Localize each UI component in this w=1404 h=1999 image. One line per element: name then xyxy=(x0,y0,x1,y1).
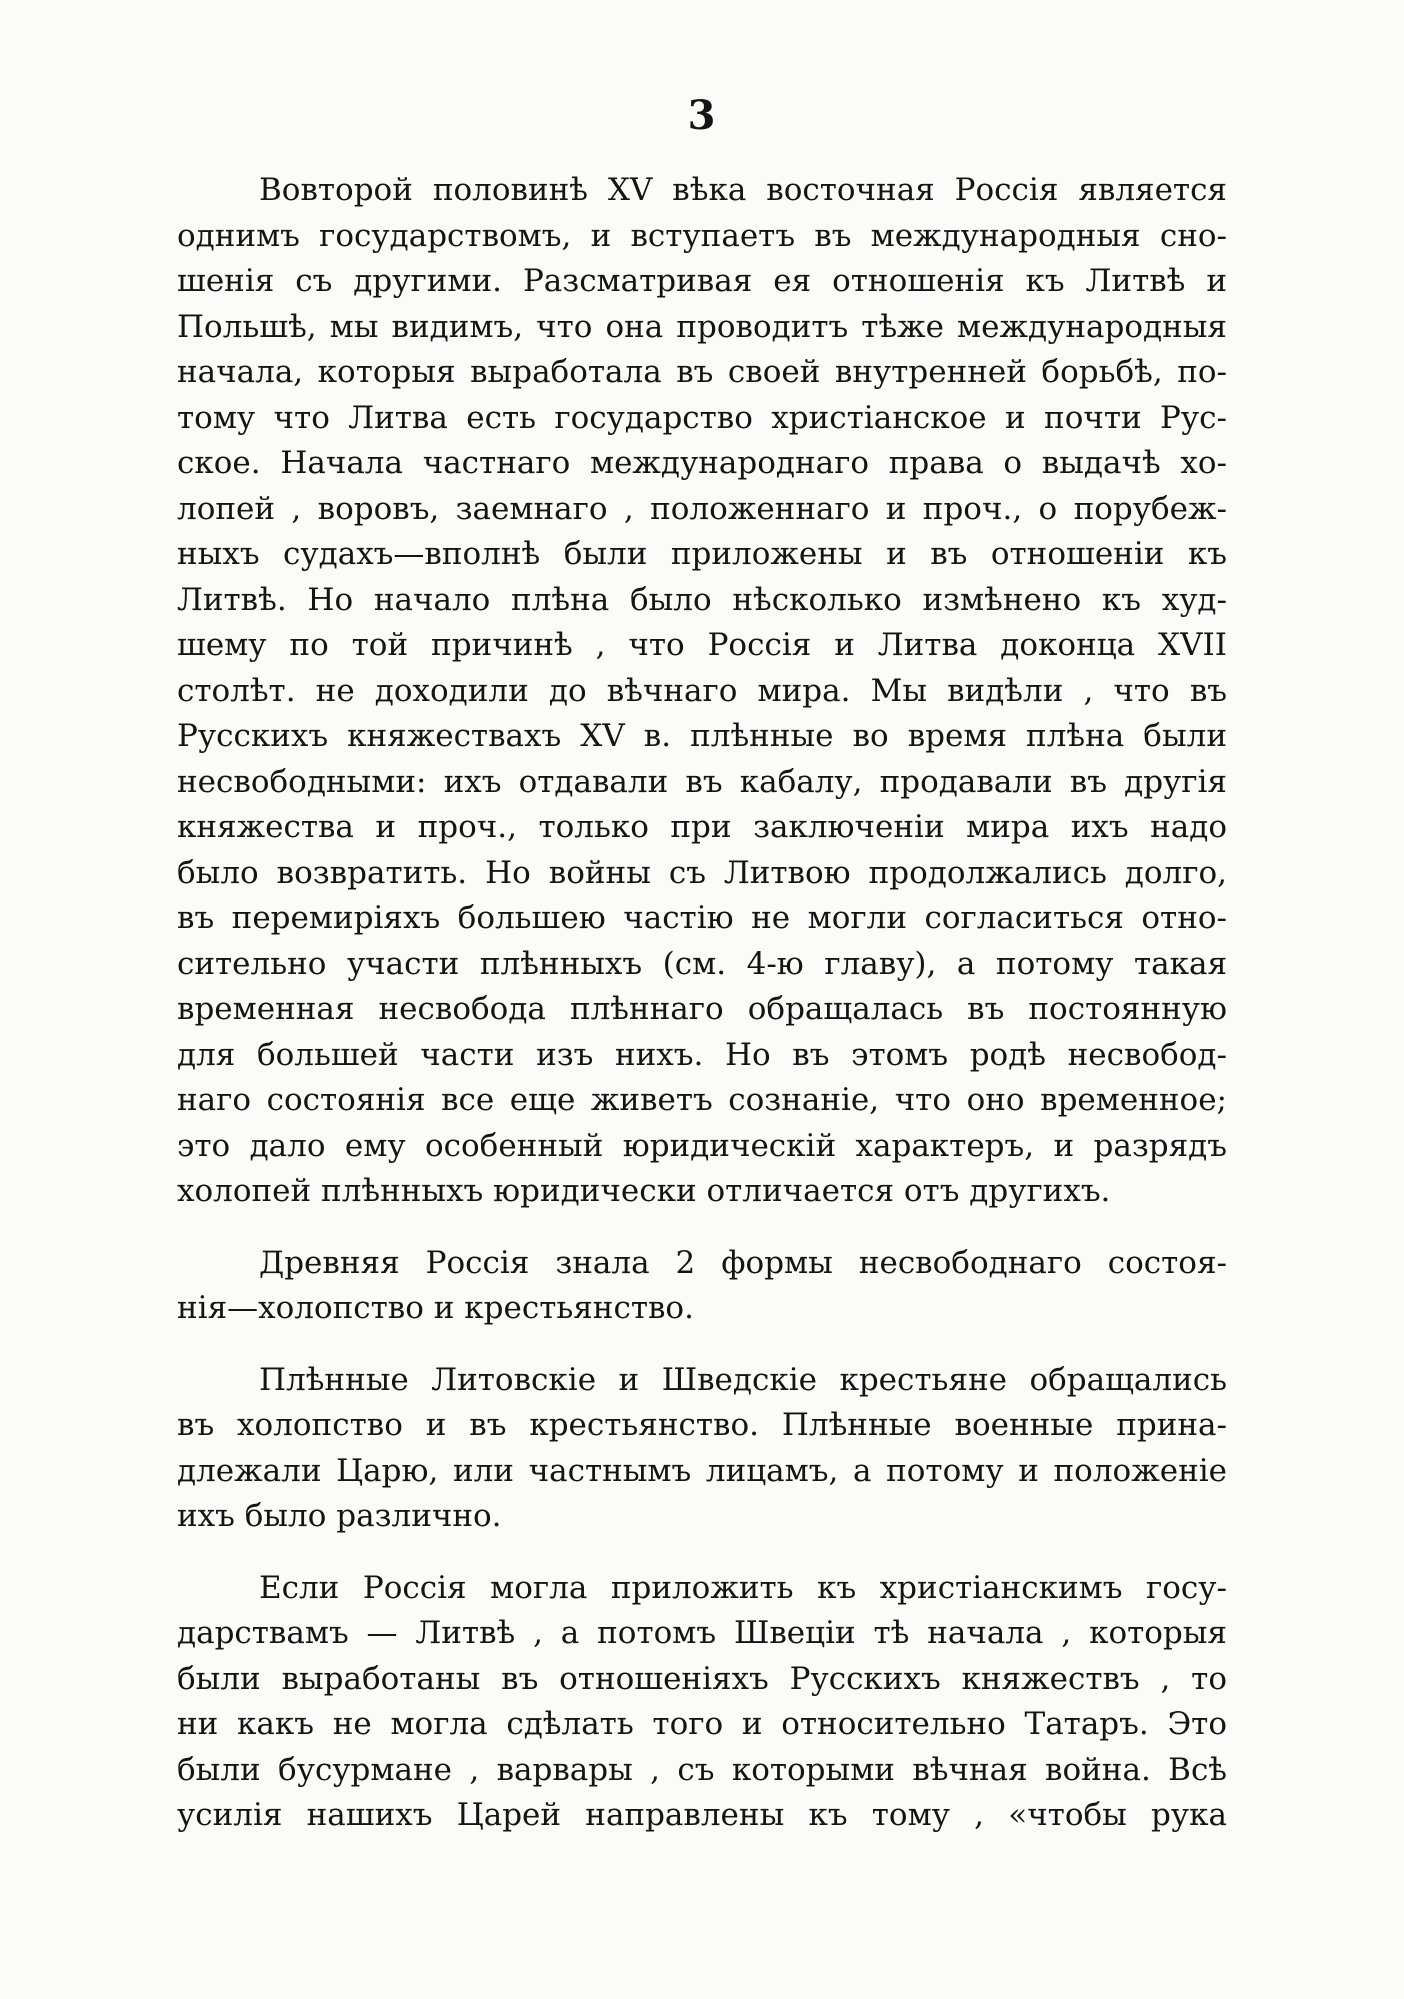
text-line: несвободными: ихъ отдавали въ кабалу, продавали въ другія xyxy=(177,763,1227,800)
page-number: 3 xyxy=(687,92,717,139)
body-text xyxy=(177,168,1227,1839)
text-line: Польшѣ, мы видимъ, что она проводитъ тѣже международныя xyxy=(177,308,1227,345)
text-line: наго состоянія все еще живетъ сознаніе, что оно временное; xyxy=(177,1082,1227,1118)
paragraph-gap xyxy=(177,1215,1227,1241)
text-line: были выработаны въ отношеніяхъ Русскихъ княжествъ , то xyxy=(177,1660,1227,1697)
text-line: временная несвобода плѣннаго обращалась въ постоянную xyxy=(177,991,1227,1027)
text-line: сительно участи плѣнныхъ (см. 4-ю главу), а потому такая xyxy=(177,945,1227,982)
text-line: Плѣнные Литовскіе и Шведскіе крестьяне обращались xyxy=(259,1361,1227,1398)
text-line: лопей , воровъ, заемнаго , положеннаго и проч., о порубеж- xyxy=(177,490,1227,527)
text-line: для большей части изъ нихъ. Но въ этомъ родѣ несвобод- xyxy=(177,1036,1227,1073)
text-line: усилія нашихъ Царей направлены къ тому , «чтобы рука xyxy=(177,1797,1227,1833)
text-line: столѣт. не доходили до вѣчнаго мира. Мы видѣли , что въ xyxy=(177,672,1227,709)
text-line: начала, которыя выработала въ своей внутренней борьбѣ, по- xyxy=(177,354,1227,390)
paragraph-1 xyxy=(177,168,1227,1215)
text-line: ихъ было различно. xyxy=(177,1498,502,1534)
paragraph-gap xyxy=(177,1332,1227,1358)
text-line: шему по той причинѣ , что Россія и Литва доконца XVII xyxy=(177,627,1227,663)
text-line: нія—холопство и крестьянство. xyxy=(177,1290,694,1326)
text-line: длежали Царю, или частнымъ лицамъ, а потому и положеніе xyxy=(177,1452,1227,1489)
text-line: дарствамъ — Литвѣ , а потомъ Швеціи тѣ начала , которыя xyxy=(177,1615,1227,1651)
paragraph-2 xyxy=(177,1241,1227,1332)
text-line: шенія съ другими. Разсматривая ея отношенія къ Литвѣ и xyxy=(177,263,1227,299)
paragraph-gap xyxy=(177,1540,1227,1566)
text-line: были бусурмане , варвары , съ которыми вѣчная война. Всѣ xyxy=(177,1751,1227,1788)
text-line: Если Россія могла приложить къ христіанскимъ госу- xyxy=(259,1569,1227,1606)
text-line: холопей плѣнныхъ юридически отличается отъ другихъ. xyxy=(177,1173,1111,1209)
text-line: Русскихъ княжествахъ XV в. плѣнные во время плѣна были xyxy=(177,718,1227,754)
text-line: Вовторой половинѣ XV вѣка восточная Россія является xyxy=(259,172,1227,208)
text-line: это дало ему особенный юридическій характеръ, и разрядъ xyxy=(177,1127,1227,1164)
paragraph-3 xyxy=(177,1358,1227,1540)
text-line: было возвратить. Но войны съ Литвою продолжались долго, xyxy=(177,854,1227,891)
text-line: ское. Начала частнаго международнаго права о выдачѣ хо- xyxy=(177,445,1227,481)
text-line: ни какъ не могла сдѣлать того и относительно Татаръ. Это xyxy=(177,1706,1227,1742)
text-line: Древняя Россія знала 2 формы несвободнаго состоя- xyxy=(259,1244,1227,1281)
text-line: Литвѣ. Но начало плѣна было нѣсколько измѣнено къ худ- xyxy=(177,581,1227,618)
text-line: княжества и проч., только при заключеніи мира ихъ надо xyxy=(177,809,1227,845)
text-line: ныхъ судахъ—вполнѣ были приложены и въ отношеніи къ xyxy=(177,536,1227,572)
text-line: тому что Литва есть государство христіанское и почти Рус- xyxy=(177,399,1227,436)
text-line: однимъ государствомъ, и вступаетъ въ международныя сно- xyxy=(177,217,1227,254)
text-line: въ перемиріяхъ большею частію не могли согласиться отно- xyxy=(177,900,1227,936)
text-line: въ холопство и въ крестьянство. Плѣнные военные прина- xyxy=(177,1407,1227,1443)
paragraph-4 xyxy=(177,1566,1227,1839)
